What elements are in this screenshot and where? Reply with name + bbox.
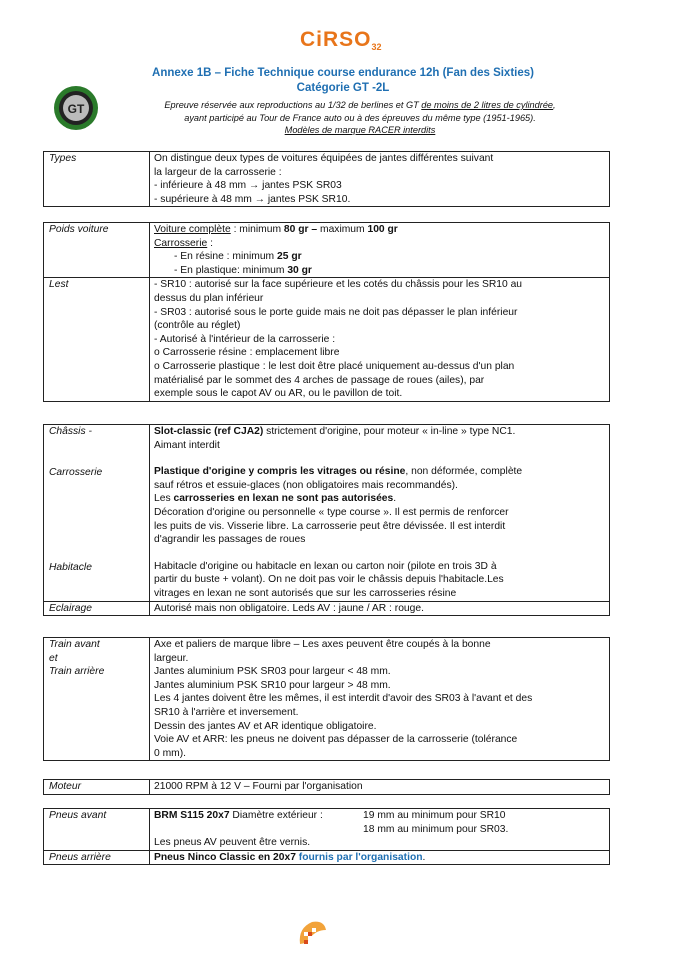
text-bold: carrosseries en lexan ne sont pas autorisées: [173, 493, 394, 505]
text-line: - SR03 : autorisé sous le porte guide mais ne doit pas dépasser le plan inférieur: [154, 306, 518, 318]
text-blue: fournis par l'organisation: [295, 851, 423, 863]
text-bold: Plastique d'origine y compris les vitrages ou résine: [154, 466, 406, 478]
text-line: Jantes aluminium PSK SR03 pour largeur < 48 mm.: [154, 666, 391, 678]
table-row: [44, 850, 610, 865]
text-line: d'agrandir les passages de roues: [154, 534, 306, 546]
text-line: Les 4 jantes doivent être les mêmes, il est interdit d'avoir des SR03 à l'avant et des: [154, 693, 533, 705]
text-line: Axe et paliers de marque libre – Les axes peuvent être coupés à la bonne: [154, 639, 491, 650]
table-row: [44, 638, 610, 761]
text-line: Habitacle d'origine ou habitacle en lexan ou carton noir (pilote en trois 3D à: [154, 560, 497, 572]
text-line: dessus du plan inférieur: [154, 292, 264, 304]
text-line: partir du buste + volant). On ne doit pas voir le châssis depuis l'habitacle.Les: [154, 574, 504, 586]
train-arriere-label: Train arrière: [49, 666, 105, 678]
eclairage-label: Eclairage: [44, 601, 150, 616]
svg-text:GT: GT: [67, 102, 85, 116]
train-value: [150, 638, 610, 761]
desc-text: Epreuve réservée aux reproductions au 1/32 de berlines et GT: [164, 100, 422, 110]
text: strictement d'origine, pour moteur « in-line » type NC1.: [263, 426, 516, 437]
desc-line3: Modèles de marque RACER interdits: [284, 125, 436, 135]
text-line: les puits de vis. Visserie libre. La carrosserie peut être dévissée. Il est interdit: [154, 520, 506, 532]
train-avant-label: Train avant: [49, 639, 100, 650]
text-bold: 100 gr: [367, 224, 398, 235]
eclairage-value: Autorisé mais non obligatoire. Leds AV : jaune / AR : rouge.: [150, 601, 610, 616]
desc-underlined: de moins de 2 litres de cylindrée: [421, 100, 554, 110]
description: [80, 99, 640, 137]
poids-label: Poids voiture: [44, 223, 150, 278]
table-row: [44, 223, 610, 278]
text-underlined: Carrosserie: [154, 237, 208, 249]
text: maximum: [317, 224, 368, 235]
habitacle-label: Habitacle: [49, 562, 92, 574]
logo-text: CiRSO: [300, 28, 372, 51]
text-line: o Carrosserie résine : emplacement libre: [154, 347, 340, 359]
text-bold: Slot-classic (ref CJA2): [154, 426, 264, 437]
text-line: - SR10 : autorisé sur la face supérieure et les cotés du châssis pour les SR10 au: [154, 279, 523, 291]
desc-line2: ayant participé au Tour de France auto ou à des épreuves du même type (1951-1965).: [184, 112, 536, 123]
pneus-avant-value: [150, 809, 610, 851]
document-header: [20, 66, 666, 96]
text-line: o Carrosserie plastique : le lest doit être placé uniquement au-dessus d'un plan: [154, 360, 515, 372]
types-value: [150, 152, 610, 207]
text-line: largeur.: [154, 652, 189, 664]
text: : minimum: [230, 224, 284, 235]
page-title: Annexe 1B – Fiche Technique course endurance 12h (Fan des Sixties): [152, 67, 534, 79]
train-table: [43, 637, 610, 761]
train-labels: [44, 638, 150, 761]
text-line: (contrôle au réglet): [154, 320, 241, 332]
page-subtitle: Catégorie GT -2L: [296, 82, 390, 94]
table-row: [44, 780, 610, 795]
table-row: [44, 425, 610, 602]
moteur-value: 21000 RPM à 12 V – Fourni par l'organisation: [150, 780, 610, 795]
text: :: [207, 237, 213, 249]
text-underlined: Voiture complète: [154, 224, 231, 235]
text: Diamètre extérieur :: [229, 810, 323, 821]
chassis-table: [43, 424, 610, 616]
text-line: sauf rétros et essuie-glaces (non obligatoires mais recommandés).: [154, 479, 458, 491]
desc-punct: ,: [553, 100, 556, 110]
lest-label: Lest: [44, 278, 150, 401]
text: - En plastique: minimum: [174, 264, 288, 276]
types-label: Types: [44, 152, 150, 207]
chassis-value: [150, 425, 610, 602]
text-line: - inférieure à 48 mm → jantes PSK SR03: [154, 180, 342, 192]
text-bold: Pneus Ninco Classic en 20x7: [154, 851, 296, 863]
text-bold: 25 gr: [277, 251, 302, 263]
text-line: - Autorisé à l'intérieur de la carrosserie :: [154, 333, 336, 345]
text-bold: BRM S115 20x7: [154, 810, 230, 821]
table-row: [44, 601, 610, 616]
text-line: On distingue deux types de voitures équipées de jantes différentes suivant: [154, 153, 494, 164]
carrosserie-label: Carrosserie: [49, 466, 103, 478]
table-row: [44, 152, 610, 207]
pneus-arriere-label: Pneus arrière: [44, 850, 150, 865]
text-line: matérialisé par le sommet des 4 arches de passage de roues (ailes), par: [154, 374, 485, 386]
poids-value: [150, 223, 610, 278]
logo-sub: 32: [371, 42, 382, 52]
text: .: [422, 851, 426, 863]
text: .: [393, 493, 397, 505]
text-line: - supérieure à 48 mm → jantes PSK SR10.: [154, 193, 351, 205]
pneus-avant-label: Pneus avant: [44, 809, 150, 851]
text-line: Voie AV et ARR: les pneus ne doivent pas dépasser de la carrosserie (tolérance: [154, 734, 518, 746]
text-line: Dessin des jantes AV et AR identique obligatoire.: [154, 720, 377, 732]
checkered-helmet-icon: [296, 918, 328, 950]
text: Les: [154, 493, 174, 505]
text-line: Décoration d'origine ou personnelle « type course ». Il est permis de renforcer: [154, 506, 509, 518]
moteur-table: [43, 779, 610, 795]
text-line: SR10 à l'arrière et inversement.: [154, 706, 299, 718]
text-bold: 30 gr: [287, 264, 312, 276]
cirso-logo: [300, 28, 390, 54]
text-line: Les pneus AV peuvent être vernis.: [154, 837, 311, 849]
text-line: vitrages en lexan ne sont autorisés que sur les carrosseries résine: [154, 587, 457, 599]
text: - En résine : minimum: [174, 251, 277, 263]
table-row: [44, 278, 610, 401]
text: , non déformée, complète: [405, 466, 523, 478]
text: 19 mm au minimum pour SR10: [363, 810, 506, 821]
pneus-table: [43, 808, 610, 865]
moteur-label: Moteur: [44, 780, 150, 795]
chassis-labels: [44, 425, 150, 602]
chassis-label: Châssis -: [49, 426, 92, 437]
types-table: [43, 151, 610, 207]
poids-table: [43, 222, 610, 402]
table-row: [44, 809, 610, 851]
train-et-label: et: [49, 652, 58, 664]
text-line: 0 mm).: [154, 747, 187, 759]
text-bold: 80 gr –: [283, 224, 318, 235]
text-line: Jantes aluminium PSK SR10 pour largeur > 48 mm.: [154, 679, 391, 691]
pneus-arriere-value: [150, 850, 610, 865]
text-line: Aimant interdit: [154, 439, 220, 451]
text-line: la largeur de la carrosserie :: [154, 166, 282, 178]
text-line: exemple sous le capot AV ou AR, ou le pavillon de toit.: [154, 388, 403, 400]
lest-value: [150, 278, 610, 401]
text-line: 18 mm au minimum pour SR03.: [363, 823, 509, 835]
